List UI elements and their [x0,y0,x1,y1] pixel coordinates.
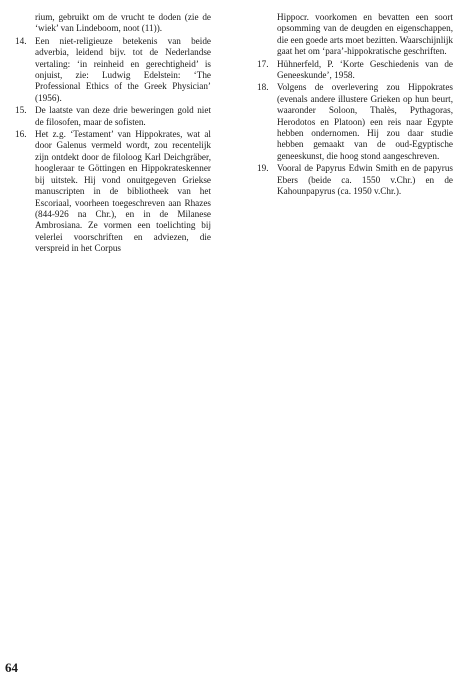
right-column [257,12,453,199]
note-18 [257,82,453,162]
note-number: 15. [15,105,27,116]
page-number: 64 [5,660,18,675]
note-text: Een niet-religieuze betekenis van beide adverbia, leidend bijv. tot de Nederlandse vertaling: ‘in reinheid en gerechtigheid’ is onjuist, zie: Ludwig Edelstein: ‘The Professional Ethics of the Greek Physician’ (1956). [35,35,211,103]
note-14 [15,36,211,104]
note-text: Hühnerfeld, P. ‘Korte Geschiedenis van de Geneeskunde’, 1958. [277,58,453,81]
note-17 [257,59,453,82]
note-number: 18. [257,82,269,93]
note-number: 17. [257,58,269,69]
note-15 [15,105,211,128]
note-number: 14. [15,35,27,46]
note-text: Volgens de overlevering zou Hippokrates (evenals andere illustere Grieken op hun beurt, waaronder Soloon, Thalès, Pythagoras, Herodotos en Platoon) een reis naar Egypte hebben ondernomen. Hij zou daar studie hebben gemaakt van de oud-Egyptische geneeskunst, die hoog stond aangeschreven. [277,82,453,161]
note-19 [257,163,453,197]
note-16 [15,129,211,254]
note-16-continuation: Hippocr. voorkomen en bevatten een soort opsomming van de deugden en eigenschappen, die een goede arts moet bezitten. Waarschijnlijk gaat het om ‘para’-hippokratische geschriften. [277,12,453,57]
note-number: 19. [257,163,269,174]
note-text: De laatste van deze drie beweringen gold niet de filosofen, maar de sofisten. [35,105,211,127]
note-text: Vooral de Papyrus Edwin Smith en de papyrus Ebers (beide ca. 1550 v.Chr.) en de Kahounpapyrus (ca. 1950 v.Chr.). [277,163,453,197]
note-13-continuation: rium, gebruikt om de vrucht te doden (zie de ‘wiek’ van Lindeboom, noot (11)). [35,12,211,34]
left-column [15,12,211,256]
note-number: 16. [15,129,27,140]
note-text: Het z.g. ‘Testament’ van Hippokrates, wat al door Galenus vermeld wordt, zou recentelijk zijn ontdekt door de filoloog Karl Deichgräber, hoogleraar te Göttingen en Hippokrateskenner bij uitstek. Hij vond onuitgegeven Griekse manuscripten in de bibliotheek van het Escoriaal, voorheen toegeschreven aan Rhazes (844-926 na Chr.), en in de Milanese Ambrosiana. Ze vormen een toelichting bij velerlei voorschriften en adviezen, die verspreid in het Corpus [35,129,211,254]
